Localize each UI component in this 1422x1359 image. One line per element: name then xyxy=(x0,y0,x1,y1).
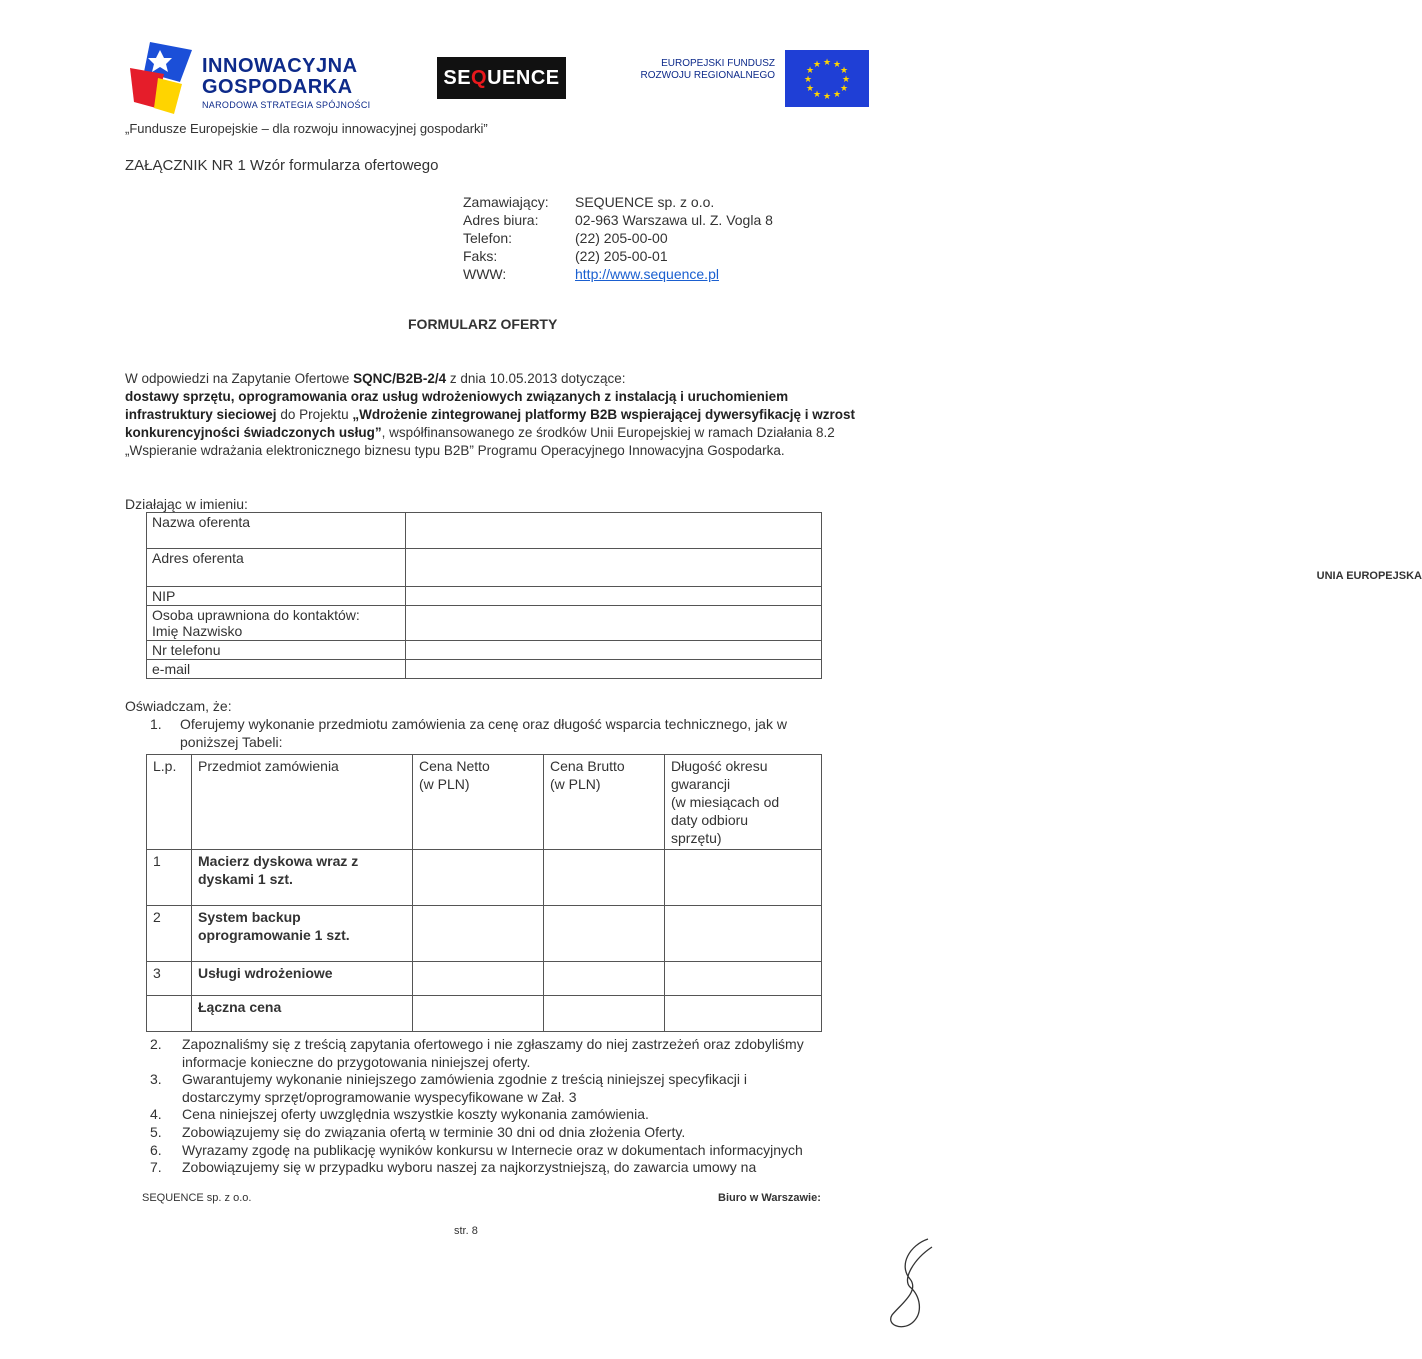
svg-text:★: ★ xyxy=(803,75,813,85)
list-item: 3. Gwarantujemy wykonanie niniejszego zamówienia zgodnie z treścią niniejszej specyfikacji i dostarczymy sprzęt/oprogramowanie wyspecyfikowane w Zał. 3 xyxy=(150,1071,747,1105)
innowacyjna-gospodarka-logo xyxy=(130,42,395,114)
svg-text:★: ★ xyxy=(832,60,842,70)
price-table-header xyxy=(147,755,822,850)
ig-title: INNOWACYJNA GOSPODARKA xyxy=(202,55,358,98)
signature-initials xyxy=(880,1235,940,1335)
list-item: 4. Cena niniejszej oferty uwzględnia wszystkie koszty wykonania zamówienia. xyxy=(150,1106,649,1123)
email-label: e-mail xyxy=(147,660,406,679)
ig-flag-icon xyxy=(130,42,192,114)
svg-text:★: ★ xyxy=(822,58,832,68)
info-row: Faks: (22) 205-00-01 xyxy=(463,248,668,264)
contact-person-field[interactable] xyxy=(406,606,822,641)
form-title: FORMULARZ OFERTY xyxy=(408,316,558,332)
acting-on-behalf: Działając w imieniu: xyxy=(125,496,248,512)
total-gross-cell[interactable] xyxy=(544,996,665,1032)
declaration-heading: Oświadczam, że: xyxy=(125,698,232,714)
svg-text:★: ★ xyxy=(822,92,832,102)
page-number: str. 8 xyxy=(454,1225,478,1237)
declaration-list xyxy=(150,1036,880,1177)
net-price-cell[interactable] xyxy=(413,962,544,996)
warranty-cell[interactable] xyxy=(665,906,822,962)
offerer-address-label: Adres oferenta xyxy=(147,549,406,587)
contractor-info xyxy=(463,193,773,283)
header-net: Cena Netto (w PLN) xyxy=(413,755,544,850)
price-table xyxy=(146,754,822,1032)
table-row: 3 Usługi wdrożeniowe xyxy=(147,962,822,996)
net-price-cell[interactable] xyxy=(413,906,544,962)
declaration-item-1: 1. Oferujemy wykonanie przedmiotu zamówienia za cenę oraz długość wsparcia technicznego, jak w poniższej Tabeli: xyxy=(150,716,787,750)
footer-office: Biuro w Warszawie: xyxy=(718,1192,821,1204)
fund-slogan: „Fundusze Europejskie – dla rozwoju innowacyjnej gospodarki” xyxy=(125,121,488,136)
total-net-cell[interactable] xyxy=(413,996,544,1032)
gross-price-cell[interactable] xyxy=(544,906,665,962)
phone-label: Nr telefonu xyxy=(147,641,406,660)
ig-subtitle: NARODOWA STRATEGIA SPÓJNOŚCI xyxy=(202,100,371,110)
gross-price-cell[interactable] xyxy=(544,962,665,996)
email-field[interactable] xyxy=(406,660,822,679)
header-gross: Cena Brutto (w PLN) xyxy=(544,755,665,850)
svg-text:★: ★ xyxy=(839,84,849,94)
header-item: Przedmiot zamówienia xyxy=(192,755,413,850)
attachment-title: ZAŁĄCZNIK NR 1 Wzór formularza ofertowego xyxy=(125,157,439,174)
svg-text:★: ★ xyxy=(812,90,822,100)
table-row: 1 Macierz dyskowa wraz z dyskami 1 szt. xyxy=(147,850,822,906)
offerer-name-label: Nazwa oferenta xyxy=(147,513,406,549)
offerer-table xyxy=(146,512,822,679)
website-link[interactable]: http://www.sequence.pl xyxy=(575,266,719,282)
warranty-cell[interactable] xyxy=(665,962,822,996)
header-warranty: Długość okresu gwarancji (w miesiącach od daty odbioru sprzętu) xyxy=(665,755,822,850)
offerer-name-field[interactable] xyxy=(406,513,822,549)
info-row: Zamawiający: SEQUENCE sp. z o.o. xyxy=(463,194,715,210)
list-item: 5. Zobowiązujemy się do związania ofertą w terminie 30 dni od dnia złożenia Oferty. xyxy=(150,1123,686,1140)
sequence-logo: SE Q UENCE xyxy=(437,57,566,99)
nip-field[interactable] xyxy=(406,587,822,606)
svg-text:★: ★ xyxy=(839,66,849,76)
info-row: Telefon: (22) 205-00-00 xyxy=(463,230,668,246)
gross-price-cell[interactable] xyxy=(544,850,665,906)
warranty-cell[interactable] xyxy=(665,850,822,906)
nip-label: NIP xyxy=(147,587,406,606)
svg-text:★: ★ xyxy=(841,75,851,85)
net-price-cell[interactable] xyxy=(413,850,544,906)
svg-text:★: ★ xyxy=(805,66,815,76)
offerer-address-field[interactable] xyxy=(406,549,822,587)
eu-fund-label: UNIA EUROPEJSKA EUROPEJSKI FUNDUSZ ROZWOJU REGIONALNEGO xyxy=(640,58,1422,582)
info-row: Adres biura: 02-963 Warszawa ul. Z. Vogla 8 xyxy=(463,212,773,228)
svg-text:★: ★ xyxy=(832,90,842,100)
total-row xyxy=(147,996,822,1032)
list-item: 7. Zobowiązujemy się w przypadku wyboru naszej za najkorzystniejszą, do zawarcia umowy na xyxy=(150,1159,757,1176)
info-row: WWW: http://www.sequence.pl xyxy=(463,266,719,282)
list-item: 2. Zapoznaliśmy się z treścią zapytania ofertowego i nie zgłaszamy do niej zastrzeżeń oraz zdobyliśmy informacje konieczne do przygotowania niniejszej oferty. xyxy=(150,1036,804,1070)
list-item: 6. Wyrazamy zgodę na publikację wyników konkursu w Internecie oraz w dokumentach informacyjnych xyxy=(150,1141,803,1158)
svg-text:★: ★ xyxy=(812,60,822,70)
contact-person-label: Osoba uprawniona do kontaktów: Imię Nazwisko xyxy=(147,606,406,641)
svg-text:★: ★ xyxy=(805,84,815,94)
phone-field[interactable] xyxy=(406,641,822,660)
table-row: 2 System backup oprogramowanie 1 szt. xyxy=(147,906,822,962)
header-lp: L.p. xyxy=(147,755,192,850)
total-label: Łączna cena xyxy=(192,996,413,1032)
intro-paragraph: W odpowiedzi na Zapytanie Ofertowe SQNC/B2B-2/4 z dnia 10.05.2013 dotyczące: dostawy sprzętu, oprogramowania oraz usług wdrożeniowych związanych z instalacją i uruchomieniem infrastruktury sieciowej do Projektu „Wdrożenie zintegrowanej platformy B2B wspierającej dywersyfikację i wzrost konkurencyjności świadczonych usług”, współfinansowanego ze środków Unii Europejskiej w ramach Działania 8.2 „Wspieranie wdrażania elektronicznego biznesu typu B2B” Programu Operacyjnego Innowacyjna Gospodarka. xyxy=(125,371,856,458)
eu-flag-icon xyxy=(785,50,869,107)
footer-company: SEQUENCE sp. z o.o. xyxy=(142,1192,252,1204)
